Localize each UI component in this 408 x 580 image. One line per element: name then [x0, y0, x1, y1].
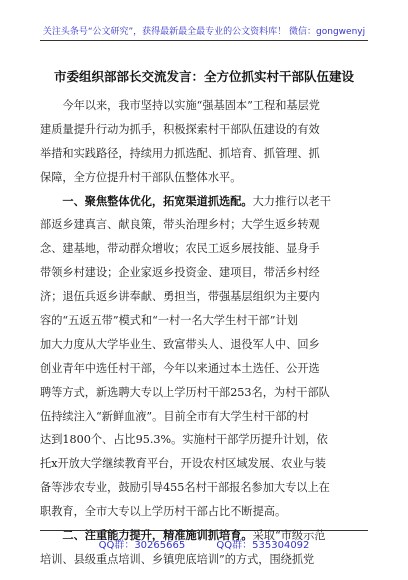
body-line-text: 济；退伍兵返乡讲奉献、勇担当，带强基层组织为主要内 — [40, 290, 320, 304]
body-line-text: 聘等方式，新选聘大专以上学历村干部253名，为村干部队 — [40, 385, 330, 399]
body-line — [40, 285, 368, 309]
body-line — [40, 309, 368, 333]
body-line-text: 今年以来，我市坚持以实施“强基固本”工程和基层党 — [62, 99, 320, 112]
header-banner: 关注头条号“公文研究”，获得最新最全最专业的公文资料库！ 微信：gongwenyj — [42, 27, 366, 37]
body-line — [40, 94, 368, 118]
body-line — [40, 476, 368, 500]
body-line-text: 职教育，全市大专以上学历村干部占比不断提高。 — [40, 505, 287, 519]
body-line — [40, 405, 368, 429]
body-line — [40, 237, 368, 261]
body-line — [40, 357, 368, 381]
body-line — [40, 500, 368, 524]
document-body — [40, 94, 368, 572]
section-heading: 一、聚焦整体优化，拓宽渠道抓选配。 — [62, 194, 253, 208]
body-line-text: 加大力度从大学毕业生、致富带头人、退役军人中、回乡 — [40, 337, 320, 351]
body-line — [40, 333, 368, 357]
body-line-text: 托x开放大学继续教育平台，开设农村区域发展、农业与装 — [40, 457, 326, 471]
body-line-text: 举措和实践路径，持续用力抓选配、抓培育、抓管理、抓 — [40, 146, 320, 160]
footer-divider — [40, 530, 368, 531]
body-line-text: 带领乡村建设；企业家返乡投资金、建项目，带活乡村经 — [40, 266, 320, 280]
body-line-text: 念、建基地，带动群众增收；农民工返乡展技能、显身手 — [40, 242, 320, 256]
body-line-text: 大力推行以老干 — [252, 194, 331, 208]
body-line-text: 部返乡建真言、献良策，带头治理乡村；大学生返乡转观 — [40, 218, 320, 232]
body-line-text: 创业青年中选任村干部，今年以来通过本土选任、公开选 — [40, 361, 320, 375]
body-line-text: 伍持续注入“新鲜血液”。目前全市有大学生村干部的村 — [40, 409, 309, 423]
body-line-text: 采取“市级示范 — [252, 529, 326, 543]
body-line — [40, 381, 368, 405]
body-line-text: 容的“五返五带”模式和“一村一名大学生村干部”计划 — [40, 314, 298, 328]
body-line — [40, 548, 368, 572]
body-line — [40, 452, 368, 476]
body-line — [40, 213, 368, 237]
body-line-text: 建质量提升行动为抓手，积极探索村干部队伍建设的有效 — [40, 122, 320, 136]
body-line-text: 保障，全方位提升村干部队伍整体水平。 — [40, 170, 242, 184]
body-line — [40, 142, 368, 166]
document-title: 市委组织部部长交流发言：全方位抓实村干部队伍建设 — [53, 69, 354, 84]
body-line — [40, 428, 368, 452]
footer-qq-group-2: QQ群：535304092 — [216, 540, 310, 551]
footer-qq-group-1: QQ群：30265665 — [98, 540, 186, 551]
header-divider — [40, 40, 368, 41]
body-line — [40, 261, 368, 285]
body-line-text: 培训、县级重点培训、乡镇兜底培训”的方式，围绕抓党 — [40, 552, 315, 566]
body-line — [40, 190, 368, 214]
body-line — [40, 166, 368, 190]
body-line-text: 备等涉农专业，鼓励引导455名村干部报名参加大专以上在 — [40, 481, 330, 495]
footer — [40, 536, 368, 551]
section-heading: 二、注重能力提升，精准施训抓培育。 — [62, 529, 253, 543]
body-line-text: 达到1800个、占比95.3%。实施村干部学历提升计划，依 — [40, 433, 328, 447]
body-line — [40, 118, 368, 142]
